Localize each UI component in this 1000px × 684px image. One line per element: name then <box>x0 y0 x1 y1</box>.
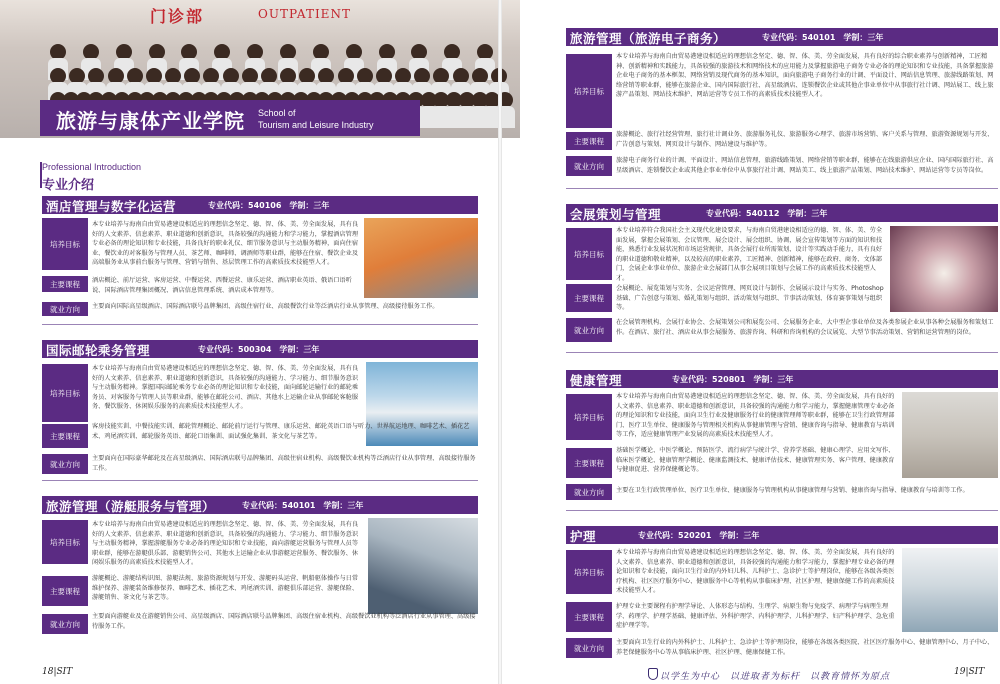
major-code: 专业代码：520801 学制：三年 <box>672 375 794 384</box>
major-career-text: 旅游电子商务行业的计调、平面设计、网站信息管理、旅游线路策划、网络营销等职业群，能够在在线旅游供应企业、国内国际旅行社、高星级酒店、连锁餐饮企业或其他企事业单位中从事旅行社计调、网站美工、线上旅游产品策划、网站技术维护、网站运营等专员等岗位。 <box>616 157 994 174</box>
major-exhibition-planning <box>566 204 998 344</box>
major-name: 国际邮轮乘务管理 <box>46 343 151 358</box>
label-course: 主要课程 <box>42 576 88 606</box>
banquet-photo <box>890 226 998 312</box>
label-career: 就业方向 <box>42 614 88 634</box>
major-name: 健康管理 <box>570 373 623 388</box>
college-title-en-line1: School of <box>258 108 296 118</box>
label-career: 就业方向 <box>566 484 612 500</box>
major-career-text: 主要在卫生行政管理单位、医疗卫生单位、健康服务与管理机构从事健康管理与营销、健康咨询与指导、健康教育与培训等工作。 <box>616 487 969 494</box>
major-code: 专业代码：540106 学制：三年 <box>208 201 330 210</box>
major-header <box>42 340 478 358</box>
divider <box>566 510 998 511</box>
major-header <box>42 496 478 514</box>
section-heading-en: Professional Introduction <box>42 162 142 172</box>
hero-sign-en: OUTPATIENT <box>258 7 351 21</box>
major-course-text: 会展概论、展览策划与实务、会议运营管理、网页设计与制作、会展展示设计与实务、Photoshop基础、广告创意与策划、婚礼策划与组织、活动策划与组织、节事活动策划、体育赛事策划与组织等。 <box>616 285 884 312</box>
major-header <box>566 204 998 222</box>
label-course: 主要课程 <box>566 602 612 632</box>
section-heading-zh: 专业介绍 <box>42 178 95 193</box>
college-title-zh: 旅游与康体产业学院 <box>56 109 245 133</box>
major-code: 专业代码：540101 学制：三年 <box>762 33 884 42</box>
hotel-training-photo <box>364 218 478 298</box>
major-goal-text: 本专业培养与海南自由贸易港建设相适应的理想信念坚定、德、智、体、美、劳全面发展，具有良好的人文素养、信息素养、职业道德和创新意识，具备较强的沟通能力、学习能力、细节服务意识与主动服务精神。掌握国际邮轮乘务专业必备的理论知识和专业技能，面向邮轮运输行业的邮轮乘务员、对客服务与管理人员等职业群，能够在邮轮公司、酒店、其他水上运输企业从事邮轮客舱服务、餐饮服务、休闲娱乐服务的高素质技术技能型人才。 <box>92 365 359 411</box>
major-name: 旅游管理（游艇服务与管理） <box>46 499 216 514</box>
yacht-training-photo <box>368 518 478 614</box>
divider <box>566 352 998 353</box>
major-header <box>566 28 998 46</box>
health-class-photo <box>902 392 998 478</box>
right-page-number: 19|SIT <box>954 667 985 677</box>
left-page-number: 18|SIT <box>42 667 73 677</box>
major-name: 旅游管理（旅游电子商务） <box>570 31 727 46</box>
label-career: 就业方向 <box>566 638 612 658</box>
major-course-text: 酒店概论、前厅运营、客房运营、中餐运营、西餐运营、康乐运营、酒店职业英语、俄语口语听说、国际酒店管理集团概况、酒店信息管理系统、酒店成本管理等。 <box>92 277 352 294</box>
label-goal: 培养目标 <box>42 520 88 564</box>
major-course-text: 护理专业主要课程有护理学导论、人体形态与结构、生理学、病原生物与免疫学、病理学与病理生理学、药理学、护理学基础、健康评估、外科护理学、内科护理学、儿科护理学、妇产科护理学、急危重症护理学等。 <box>616 603 895 630</box>
label-course: 主要课程 <box>566 448 612 478</box>
major-nursing <box>566 526 998 660</box>
label-goal: 培养目标 <box>566 54 612 128</box>
major-header <box>566 526 998 544</box>
major-code: 专业代码：540101 学制：三年 <box>242 501 364 510</box>
label-career: 就业方向 <box>566 156 612 176</box>
major-name: 护理 <box>570 529 597 544</box>
major-header <box>566 370 998 388</box>
label-goal: 培养目标 <box>566 394 612 440</box>
label-goal: 培养目标 <box>42 218 88 270</box>
label-career: 就业方向 <box>42 302 88 316</box>
section-heading <box>42 162 141 193</box>
major-goal-text: 本专业培养与海南自由贸易港建设相适应的理想信念坚定、德、智、体、美、劳全面发展，具有良好的人文素养、信息素养、职业道德和创新意识，具备较强的沟通能力和学习能力，掌握护理专业必备的理论知识和专业技能，面向卫生行业的内外妇儿科、儿科护士、急诊护士等护理岗位，能够在各级各类医疗机构、社区医疗服务中心、健康服务中心等机构从事临床护理、社区护理、健康保健工作的高素质技术技能型人才。 <box>616 549 895 595</box>
major-course-text: 基础医学概论、中医学概论、预防医学、流行病学与统计学、营养学基础、健康心理学、应用文写作、临床医学概论、健康管理学概论、健康监测技术、健康评估技术、健康管理实务、客户管理、健康教育与健康促进、营养保健概论等。 <box>616 447 895 474</box>
major-tourism-ecommerce <box>566 28 998 178</box>
hero-sign-zh: 门诊部 <box>150 7 205 26</box>
nursing-practice-photo <box>902 548 998 632</box>
label-course: 主要课程 <box>42 424 88 448</box>
major-career-text: 主要面向国际高星级酒店、国际酒店联号品牌集团、高级住宿行业、高级餐饮行业等泛酒店行业从事管理、高级接待服务工作。 <box>92 303 439 310</box>
major-cruise-attendant <box>42 340 478 476</box>
divider <box>566 188 998 189</box>
right-page <box>500 0 1000 684</box>
college-title-en-line2: Tourism and Leisure Industry <box>258 120 374 130</box>
major-header <box>42 196 478 214</box>
label-career: 就业方向 <box>42 454 88 474</box>
major-career-text: 主要面向在国际豪华邮轮及在高星级酒店、国际酒店联号品牌集团、高级住宿业机构、高级餐饮业机构等泛酒店行业从事管理、高级接待服务工作。 <box>92 455 476 472</box>
major-code: 专业代码：540112 学制：三年 <box>706 209 828 218</box>
major-name: 会展策划与管理 <box>570 207 662 222</box>
college-title-bar <box>40 100 420 136</box>
label-career: 就业方向 <box>566 318 612 342</box>
school-logo-icon <box>648 668 658 680</box>
major-goal-text: 本专业培养与海南自由贸易港建设相适应的理想信念坚定、德、智、体、美、劳全面发展，具有良好的综合职业素养与创新精神，工匠精神、创新精神和实践能力，具备较强的旅游技术和网络技术的应用能力及掌握旅游电子商务专业必备的理论知识和专业技能，具备掌握旅游企业电子商务的基本框架、网络营销及现代商务的基本知识，面向旅游电子商务行业的计调、平面设计、网站信息管理、旅游线路策划、网络营销等职业群，能够在旅游企业、国内国际旅行社、高星级酒店、连锁餐饮企业或其他企事业单位中从事旅行社计调、网站展工、线上旅游产品策划、网站技术维护、网站运营等专员工作的高素质技术技能型人才。 <box>616 53 994 99</box>
major-goal-text: 本专业培养与海南自由贸易港建设相适应的理想信念坚定、德、智、体、美、劳全面发展，具有良好的人文素养、信息素养、职业道德和创新意识，具备较强的沟通能力和学习能力，掌握酒店管理专业必备的理论知识和专业技能，具备良好的职业礼仪、细节服务意识与主动服务精神，面向住宿业、餐饮业的对客服务与管理人员、茶艺师、咖啡师、调酒师等职业群，能够在住宿、餐饮企业及高端服务业从事前台服务与管理、营销与销售、基层管理工作的高素质技术技能型人才。 <box>92 221 359 267</box>
major-career-text: 主要面向卫生行业的内外科护士、儿科护士、急诊护士等护理岗位，能够在各级各类医院、社区医疗服务中心、健康管理中心、月子中心、养老保健服务中心等从事临床护理、社区护理、健康保健工作。 <box>616 639 994 656</box>
label-course: 主要课程 <box>42 276 88 292</box>
major-hotel-management <box>42 196 478 320</box>
major-yacht-service <box>42 496 478 646</box>
label-goal: 培养目标 <box>566 550 612 594</box>
label-goal: 培养目标 <box>566 228 612 280</box>
major-course-text: 旅游概论、旅行社经营管理、旅行社计调业务、旅游服务礼仪、旅游服务心理学、旅游市场营销、客户关系与管理、旅游资源规划与开发、广告创意与策划、网页设计与制作、网站建设与维护等。 <box>616 131 994 148</box>
major-code: 专业代码：500304 学制：三年 <box>198 345 320 354</box>
label-course: 主要课程 <box>566 284 612 312</box>
school-slogan: 以学生为中心 以进取者为标杆 以教育情怀为原点 <box>660 672 891 682</box>
label-goal: 培养目标 <box>42 364 88 422</box>
major-health-management <box>566 370 998 502</box>
major-goal-text: 本专业培养与海南自由贸易港建设相适应的理想信念坚定、德、智、体、美、劳全面发展，具有良好的人文素养、信息素养、职业道德和创新意识，具备较强的沟通能力和学习能力，掌握健康管理专业必备的理论知识和专业技能，面向卫生行业及健康服务行业的健康管理师等职业群，能够在卫生行政管理部门、医疗卫生单位、健康服务与管理相关机构从事健康管理与营销、健康咨询与指导、健康教育与培训等工作，适应健康管理产业发展的高素质技术技能型人才。 <box>616 393 895 439</box>
major-course-text: 客房技能实训、中餐技能实训、邮轮管理概论、邮轮前厅运行与管理、康乐运营、邮轮英语口语与听力、世界航运地理、咖啡艺术、插花艺术、鸡尾酒实训、邮轮服务英语、邮轮口语集训、面试强化集训、茶文化与茶艺等。 <box>92 423 470 440</box>
major-goal-text: 本专业培养符合我国社会主义现代化建设要求，与海南自贸港建设相适应的德、智、体、美、劳全面发展，掌握会展策划、会议管理、展会设计、展会组织、协调，展会宣传策划等方面的知识和技能，熟悉行业发展状况和市场运营规律，具备会展行业所需策划、设计等实践动手能力，具有良好的职业道德和敬业精神，以及较高的职业素养，工匠精神、创新精神，能够在政府、商务、文体部门，会展企业事业单位、旅游企业会展部门从事会展项目策划与会展工作的高素质技术技能型人才。 <box>616 227 883 282</box>
major-career-text: 在会展管理机构、会展行业协会、会展策划公司和展览公司、会展服务企业、大中型企事业单位及各类参展企业从事各种会展服务和策划工作。在酒店、旅行社、酒店业从事会展服务、旅游咨询、科研和咨询机构的会议展览、大型节事活动策划、营销和运营管理的岗位。 <box>616 319 994 336</box>
major-code: 专业代码：520201 学制：三年 <box>638 531 760 540</box>
major-career-text: 主要面向游艇业及在游艇销售公司、高星级酒店、国际酒店联号品牌集团、高级住宿业机构、高级餐饮业机构等泛酒店行业从事管理、高级接待服务工作。 <box>92 613 476 630</box>
major-name: 酒店管理与数字化运营 <box>46 199 177 214</box>
major-goal-text: 本专业培养与海南自由贸易港建设相适应的理想信念坚定、德、智、体、美、劳全面发展，具有良好的人文素养、信息素养、职业道德和创新意识，具备较强的沟通能力、学习能力、细节服务意识与主动服务精神，掌握游艇服务专业必备的理论知识和专业技能，面向游艇运营服务与管理人员等职业群，能够在游艇俱乐部、游艇销售公司、其他水上运输企业从事游艇运营服务、餐饮服务、休闲娱乐服务的高素质技术技能型人才。 <box>92 521 359 567</box>
major-course-text: 游艇概论、游艇结构识图、游艇法规、旅游资源规划与开发、游艇码头运营、帆船驱体操作与日常维护保养、游艇装备维修保养、咖啡艺术、插花艺术、鸡尾酒实训、游艇俱乐部运营、游艇保险、游艇销售、茶文化与茶艺等。 <box>92 575 359 602</box>
divider <box>42 480 478 481</box>
divider <box>42 324 478 325</box>
label-course: 主要课程 <box>566 132 612 150</box>
